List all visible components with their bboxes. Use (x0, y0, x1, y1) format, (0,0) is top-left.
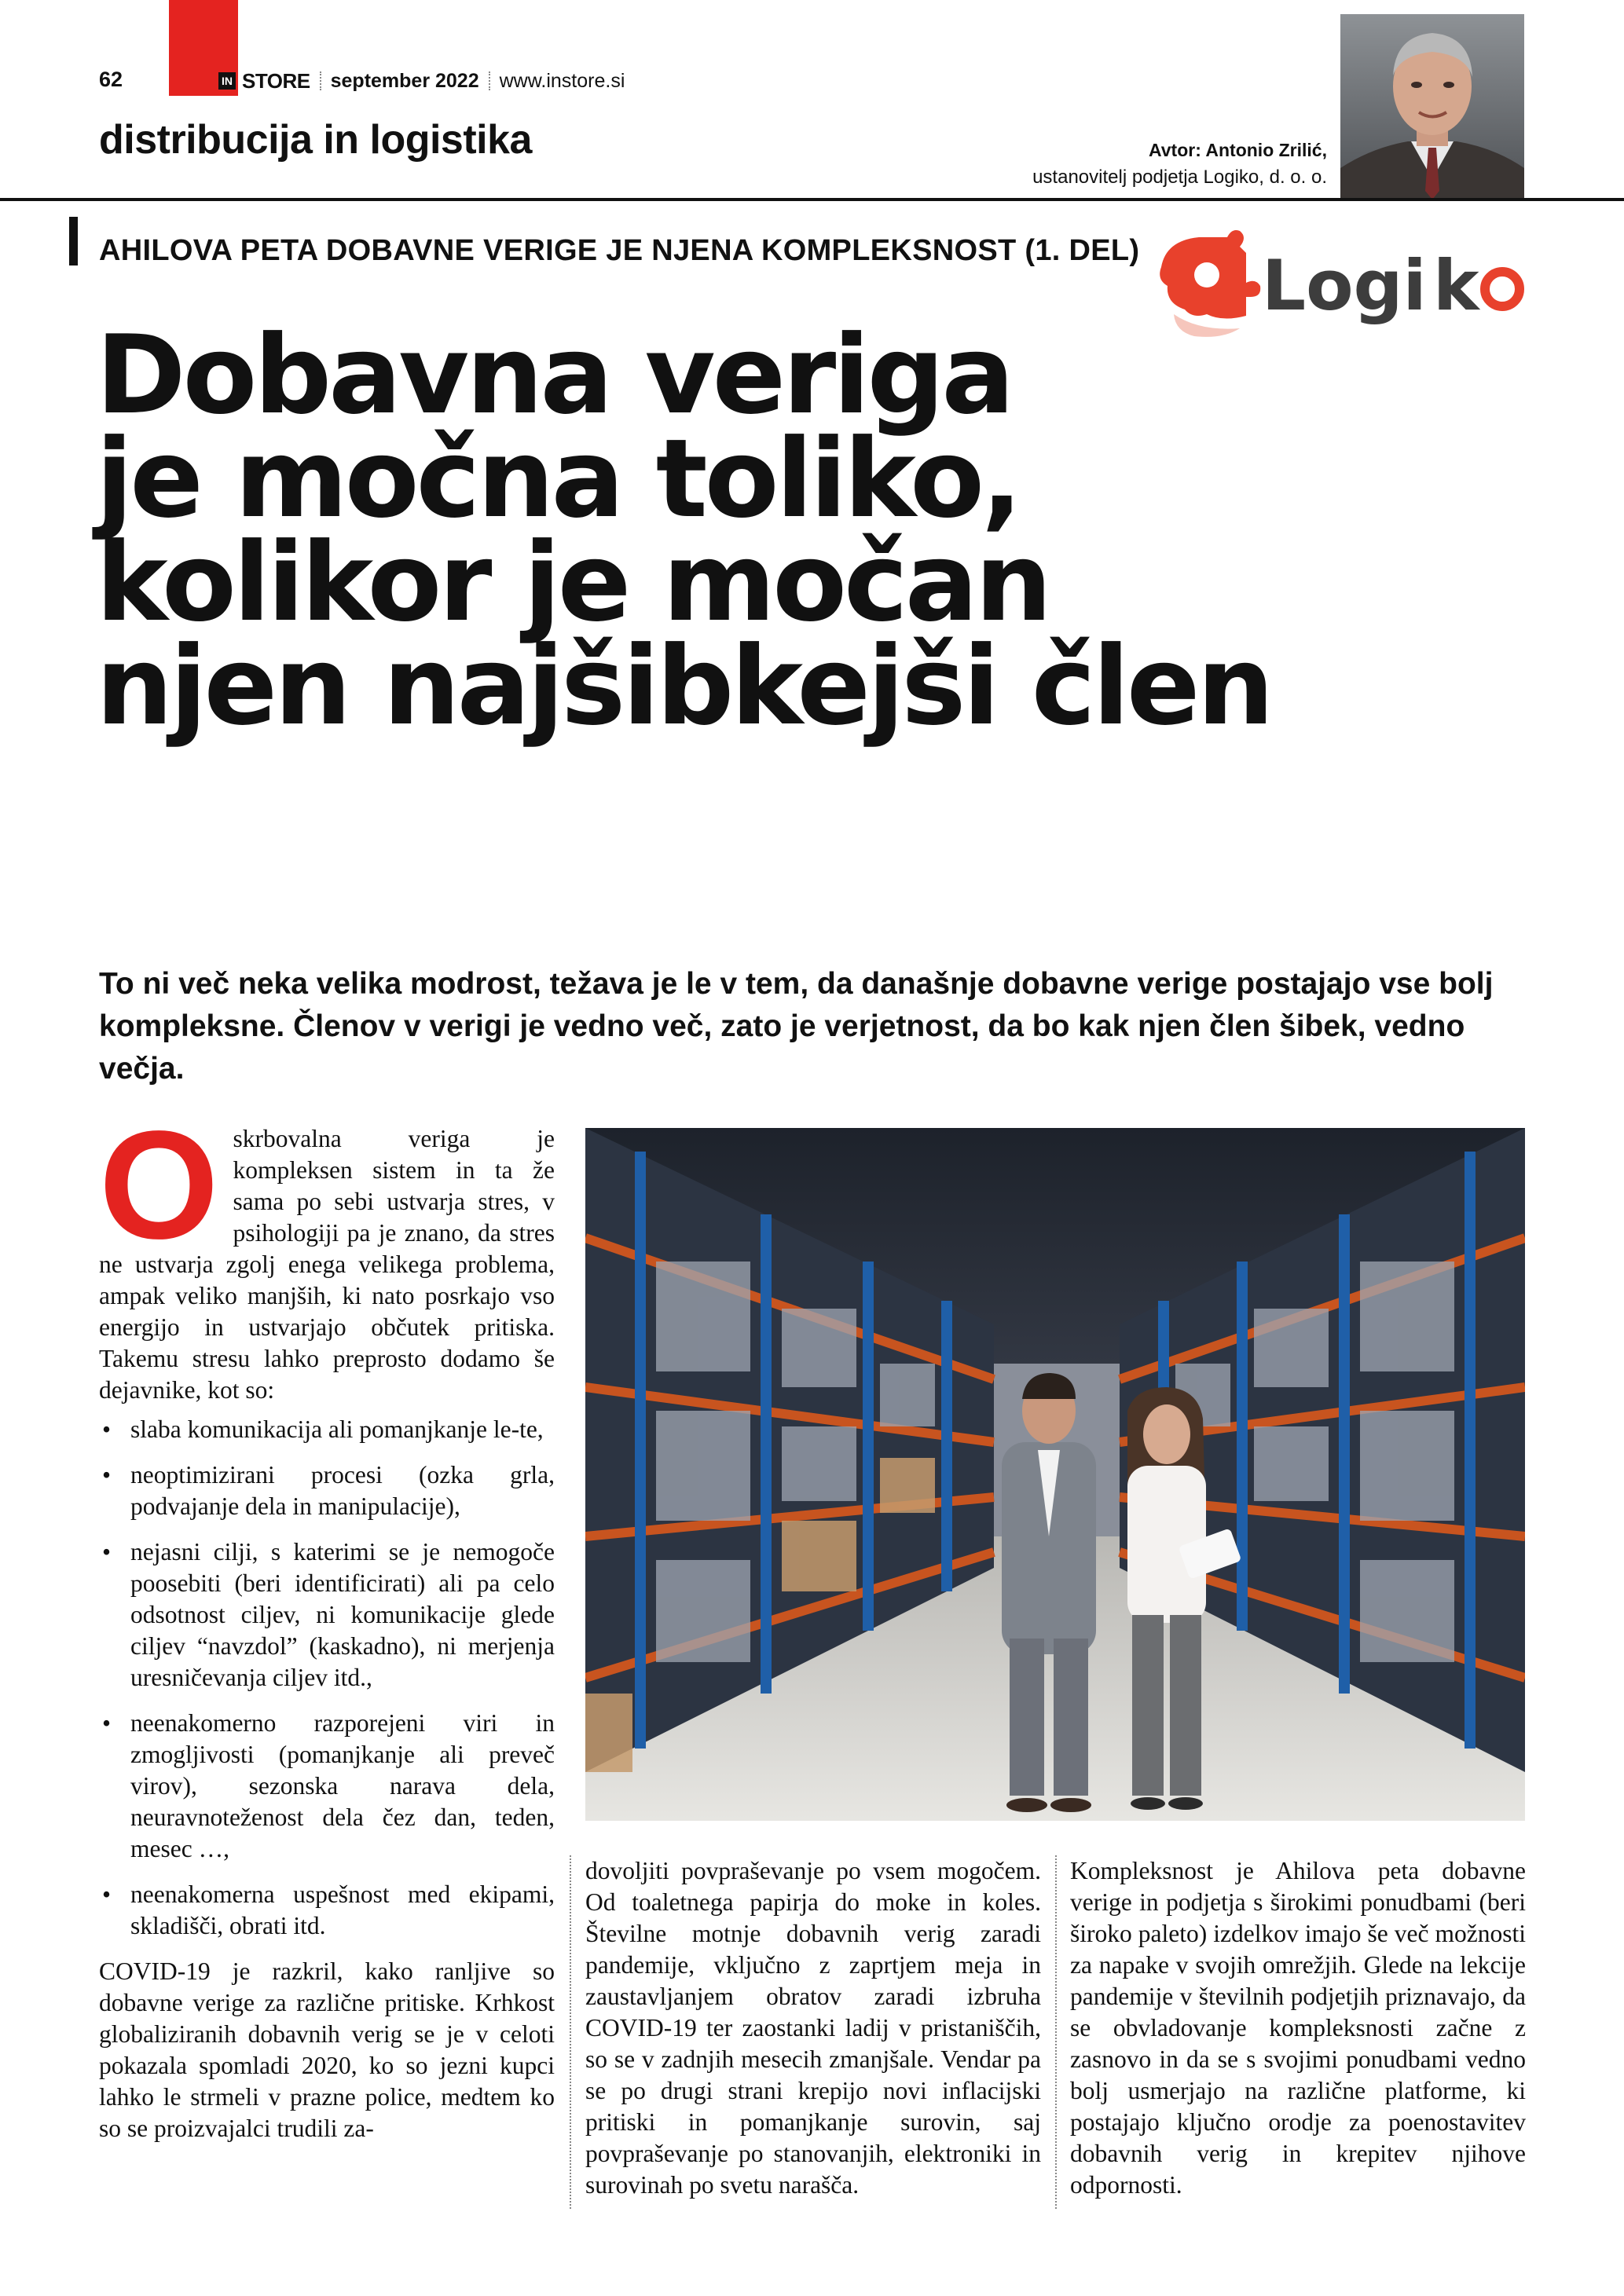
list-item: • slaba komunikacija ali pomanjkanje le-te, (99, 1414, 555, 1445)
logo-o-mark (1485, 272, 1520, 306)
body-paragraph: dovoljiti povpraševanje po vsem mogočem. Od toaletnega papirja do moke in koles. Številne motnje dobavnih verig zaradi pandemije, vključno z zaprtjem meja in zaustavljanjem obratov zaradi izbruha COVID-19 ter zaostanki ladij v pristaniščih, so se v zadnjih mesecih zmanjšale. Vendar pa se po drugi strani krepijo novi inflacijski pritiski in pomanjkanje surovin, saj povpraševanje po stanovanjih, elektroniki in surovinah po svetu narašča. (585, 1857, 1041, 2199)
article-column-2 (585, 1855, 1041, 2207)
headline-line: je močna toliko, (96, 416, 1020, 542)
header-rule (0, 198, 1624, 201)
issue-date: september 2022 (330, 69, 479, 92)
article-kicker: AHILOVA PETA DOBAVNE VERIGE JE NJENA KOMPLEKSNOST (1. DEL) (99, 234, 1140, 267)
header-separator (320, 71, 321, 90)
magazine-header-strip (218, 68, 625, 94)
article-column-3 (1070, 1855, 1526, 2207)
header-separator (489, 71, 490, 90)
list-item: • neenakomerna uspešnost med ekipami, skladišči, obrati itd. (99, 1879, 555, 1942)
author-name: Avtor: Antonio Zrilić, (1148, 140, 1327, 160)
body-paragraph: Kompleksnost je Ahilova peta dobavne verige in podjetja s širokimi ponudbami (beri široko paleto) izdelkov imajo še več možnosti za napake v svojih omrežjih. Glede na lekcije pandemije v številnih podjetjih priznavajo, da se obvladovanje kompleksnosti začne z zasnovo in da se s svojimi ponudbami vedno bolj usmerjajo na različne platforme, ki postajajo ključno orodje za poenostavitev dobavnih verig in krepitev njihove odpornosti. (1070, 1857, 1526, 2199)
stress-factor-list (99, 1414, 555, 1942)
magazine-logo-prefix: IN (218, 72, 236, 90)
list-item: • neoptimizirani procesi (ozka grla, podvajanje dela in manipulacije), (99, 1459, 555, 1522)
article-headline (96, 312, 1510, 749)
kicker-bar (69, 217, 78, 265)
column-divider (570, 1855, 571, 2209)
svg-text:k: k (1433, 245, 1479, 326)
list-item: • neenakomerno razporejeni viri in zmogljivosti (pomanjkanje ali preveč virov), sezonska narava dela, neuravnoteženost dela čez dan, teden, mesec …, (99, 1708, 555, 1865)
author-portrait (1340, 14, 1524, 200)
section-label: distribucija in logistika (99, 117, 532, 163)
article-column-1 (99, 1099, 555, 2151)
intro-text: skrbovalna veriga je kompleksen sistem in ta že sama po sebi ustvarja stres, v psihologiji pa je znano, da stres ne ustvarja zgolj enega velikega problema, ampak veliko manjših, ki nato posrkajo vso energijo in ustvarjajo občutek pritiska. Takemu stresu lahko preprosto dodamo še dejavnike, kot so: (99, 1125, 555, 1404)
logo-text: Logi (1262, 245, 1427, 326)
column-divider (1055, 1855, 1057, 2209)
warehouse-photo (585, 1128, 1525, 1821)
body-paragraph: COVID-19 je razkril, kako ranljive so dobavne verige za različne pritiske. Krhkost globaliziranih dobavnih verig se je v celoti pokazala spomladi 2020, ko so jezni kupci lahko le strmeli v prazne police, medtem ko so se proizvajalci trudili za- (99, 1957, 555, 2142)
puzzle-icon (1160, 230, 1260, 337)
headline-line: Dobavna veriga (96, 312, 1012, 438)
list-item: • nejasni cilji, s katerimi se je nemogoče poosebiti (beri identificirati) ali pa celo odsotnost ciljev, ni komunikacije glede ciljev “navzdol” (kaskadno), ni merjenja uresničevanja ciljev itd., (99, 1536, 555, 1694)
dropcap: O (99, 1099, 219, 1271)
headline-line: kolikor je močan (96, 519, 1050, 646)
page-number: 62 (99, 68, 123, 91)
website-link[interactable]: www.instore.si (499, 69, 625, 92)
article-lead: To ni več neka velika modrost, težava je le v tem, da današnje dobavne verige postajajo vse bolj kompleksne. Členov v verigi je vedno več, zato je verjetnost, da bo kak njen člen šibek, vedno večja. (99, 967, 1494, 1086)
headline-line: njen najšibkejši člen (96, 623, 1271, 749)
author-role: ustanovitelj podjetja Logiko, d. o. o. (1032, 167, 1327, 188)
intro-paragraph (99, 1099, 555, 1406)
magazine-logo: STORE (242, 68, 310, 93)
